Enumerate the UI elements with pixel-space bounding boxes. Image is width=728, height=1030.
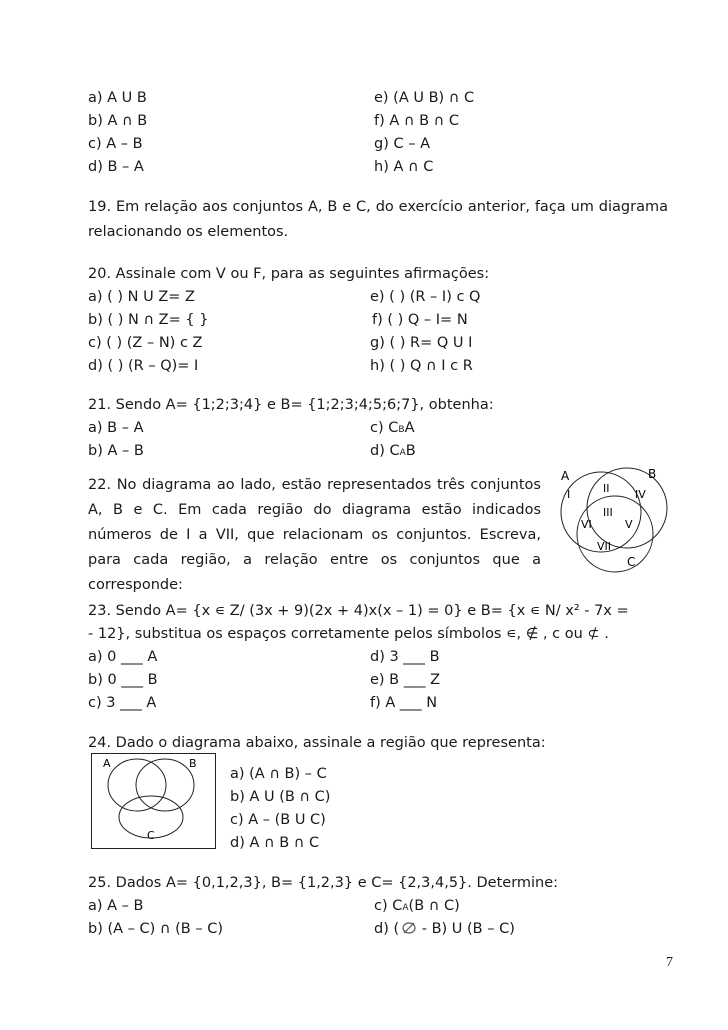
empty-set-icon [401, 921, 417, 935]
venn22-region-ii: II [603, 482, 610, 495]
item-20b: b) ( ) N ∩ Z= { } [88, 312, 209, 328]
item-20f: f) ( ) Q – I= N [372, 312, 468, 328]
venn24-label-b: B [189, 757, 197, 770]
venn22-region-i: I [567, 488, 571, 501]
venn-diagram-22 [555, 462, 675, 574]
item-20e: e) ( ) (R – I) c Q [370, 289, 481, 305]
item-23d: d) 3 ___ B [370, 649, 440, 665]
item-25c [374, 896, 460, 918]
venn-diagram-24 [91, 753, 216, 849]
item-21d-suffix: B [405, 443, 416, 459]
question-24-title: 24. Dado o diagrama abaixo, assinale a região que representa: [88, 735, 546, 751]
venn22-region-v: V [625, 518, 633, 531]
item-21c-prefix: c) C [370, 420, 399, 436]
item-25d-suffix: - B) U (B – C) [417, 921, 515, 937]
item-23f: f) A ___ N [370, 695, 438, 711]
venn24-circle-b [136, 759, 194, 811]
item-25a: a) A – B [88, 898, 144, 914]
item-21c-sub: B [398, 425, 405, 435]
item-21b: b) A – B [88, 443, 144, 459]
item-18h: h) A ∩ C [374, 159, 434, 175]
item-20g: g) ( ) R= Q U I [370, 335, 473, 351]
item-18b: b) A ∩ B [88, 113, 148, 129]
venn24-label-c: C [147, 829, 155, 842]
item-18e: e) (A U B) ∩ C [374, 90, 475, 106]
item-20c: c) ( ) (Z – N) c Z [88, 335, 203, 351]
venn24-circle-a [108, 759, 166, 811]
venn22-label-b: B [648, 467, 657, 481]
page-number: 7 [666, 955, 673, 970]
question-21-title: 21. Sendo A= {1;2;3;4} e B= {1;2;3;4;5;6;7}, obtenha: [88, 397, 494, 413]
question-19: 19. Em relação aos conjuntos A, B e C, do exercício anterior, faça um diagrama relacionando os elementos. [88, 199, 668, 240]
question-22: 22. No diagrama ao lado, estão representados três conjuntos A, B e C. Em cada região do diagrama estão indicados números de I a VII, que relacionam os conjuntos. Escreva, para cada região, a relação entre os conjuntos que a corresponde: [88, 477, 541, 593]
question-20-title: 20. Assinale com V ou F, para as seguintes afirmações: [88, 266, 490, 282]
item-21c [370, 418, 414, 440]
question-23-line1: 23. Sendo A= {x ∊ Z/ (3x + 9)(2x + 4)x(x – 1) = 0} e B= {x ∊ N/ x² - 7x = [88, 603, 629, 619]
item-18a: a) A U B [88, 90, 147, 106]
item-23e: e) B ___ Z [370, 672, 441, 688]
venn22-circle-c [577, 496, 653, 572]
venn22-region-iii: III [603, 506, 613, 519]
item-23c: c) 3 ___ A [88, 695, 157, 711]
item-25c-prefix: c) C [374, 898, 403, 914]
item-18c: c) A – B [88, 136, 143, 152]
item-24b: b) A U (B ∩ C) [230, 789, 331, 805]
item-21d-sub: A [399, 448, 406, 458]
venn24-label-a: A [103, 757, 111, 770]
item-25c-sub: A [402, 903, 409, 913]
item-20d: d) ( ) (R – Q)= I [88, 358, 199, 374]
venn22-region-vii: VII [597, 540, 612, 553]
item-24a: a) (A ∩ B) – C [230, 766, 327, 782]
question-23-line2: - 12}, substitua os espaços corretamente pelos símbolos ∊, ∉ , c ou ⊄ . [88, 626, 609, 642]
item-18g: g) C – A [374, 136, 430, 152]
item-25c-suffix: (B ∩ C) [408, 898, 460, 914]
item-24c: c) A – (B U C) [230, 812, 326, 828]
item-21d [370, 441, 416, 463]
item-20h: h) ( ) Q ∩ I c R [370, 358, 473, 374]
item-20a: a) ( ) N U Z= Z [88, 289, 195, 305]
venn22-label-a: A [561, 469, 570, 483]
item-21a: a) B – A [88, 420, 144, 436]
venn22-region-vi: VI [581, 518, 592, 531]
venn22-label-c: C [627, 555, 636, 569]
item-21d-prefix: d) C [370, 443, 400, 459]
item-23b: b) 0 ___ B [88, 672, 158, 688]
item-25d [374, 919, 515, 939]
item-23a: a) 0 ___ A [88, 649, 158, 665]
item-25b: b) (A – C) ∩ (B – C) [88, 921, 223, 937]
item-24d: d) A ∩ B ∩ C [230, 835, 320, 851]
item-18d: d) B – A [88, 159, 144, 175]
question-25-title: 25. Dados A= {0,1,2,3}, B= {1,2,3} e C= {2,3,4,5}. Determine: [88, 875, 559, 891]
venn22-region-iv: IV [635, 488, 646, 501]
item-25d-prefix: d) ( [374, 921, 400, 937]
item-18f: f) A ∩ B ∩ C [374, 113, 460, 129]
item-21c-suffix: A [404, 420, 415, 436]
